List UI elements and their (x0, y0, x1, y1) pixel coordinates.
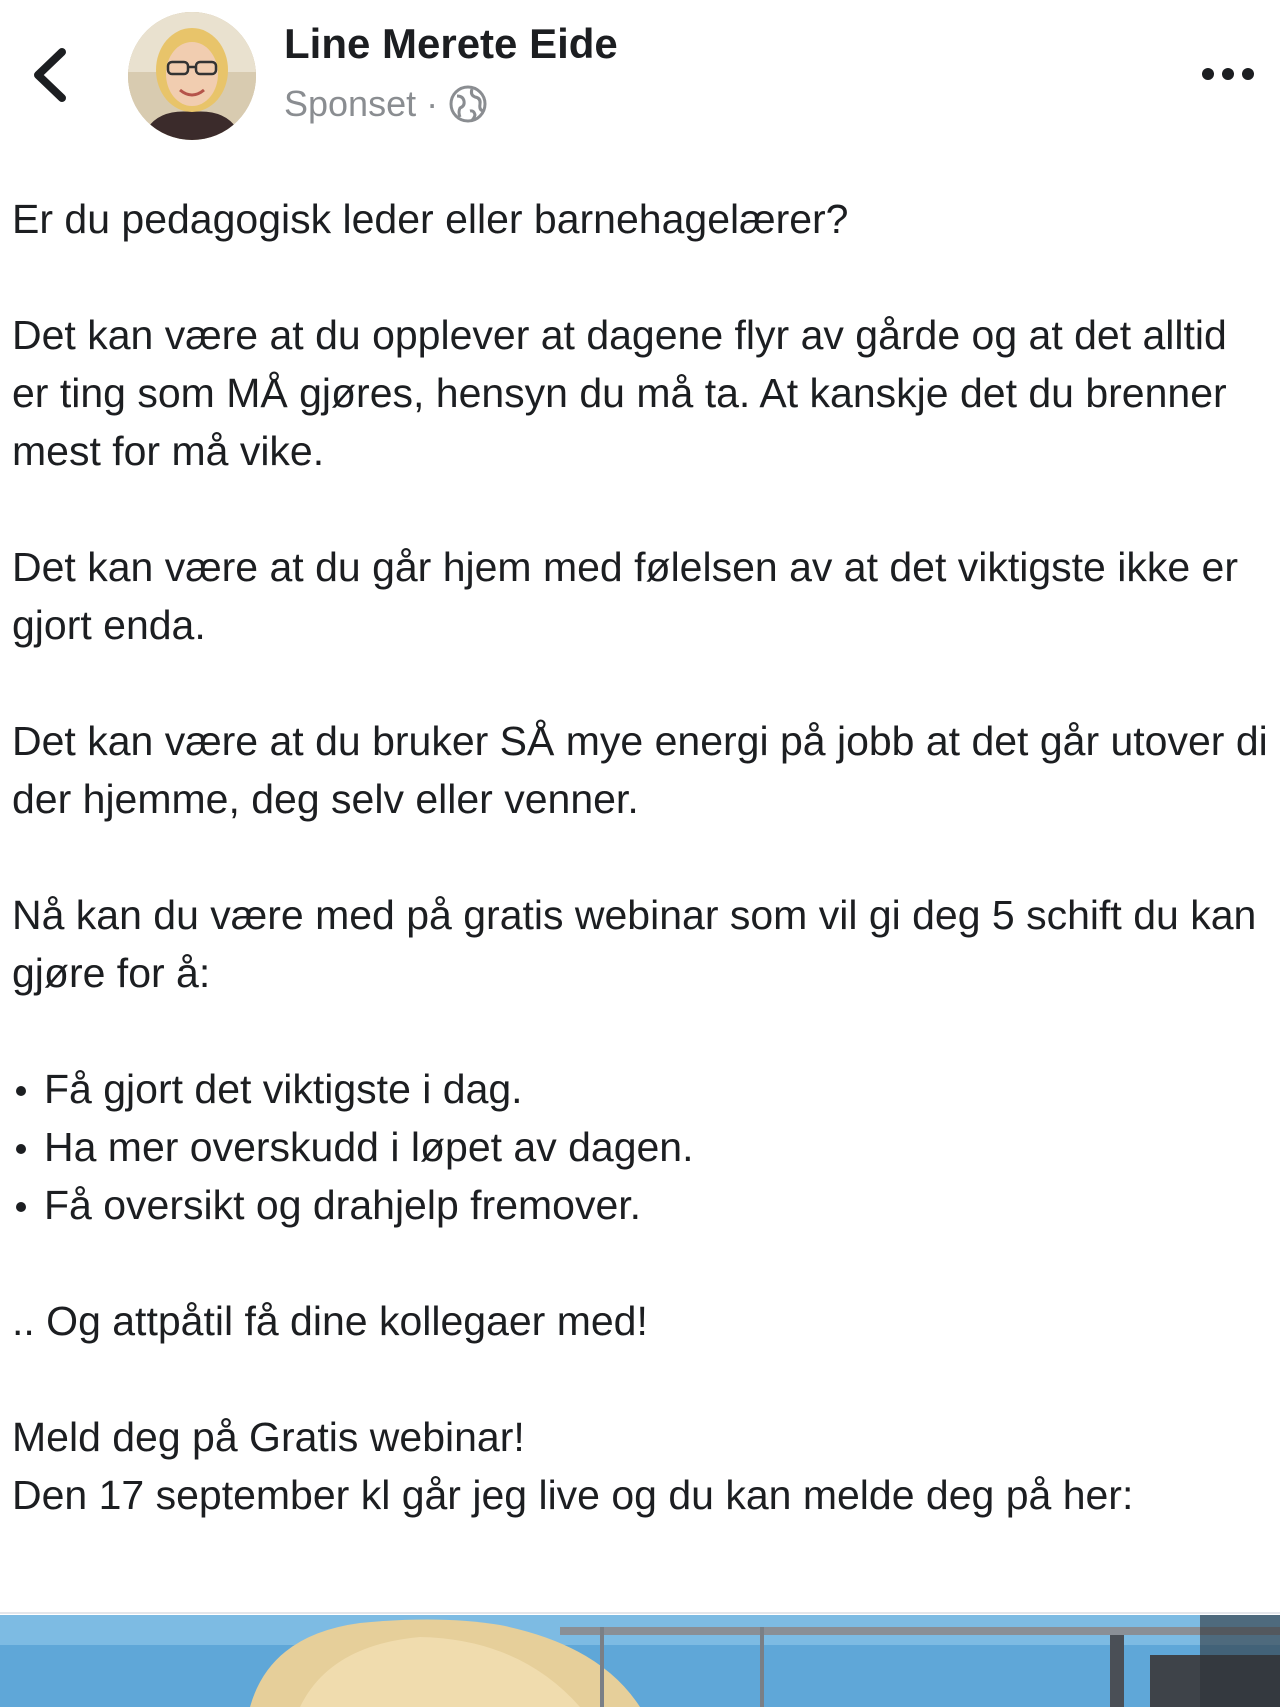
post-text (12, 190, 1274, 1524)
post-paragraph: Det kan være at du bruker SÅ mye energi på jobb at det går utover di der hjemme, deg selv eller venner. (12, 718, 1268, 822)
post-header (0, 0, 1280, 150)
list-item: Ha mer overskudd i løpet av dagen. (12, 1118, 1274, 1176)
list-item: Få gjort det viktigste i dag. (12, 1060, 1274, 1118)
meta-separator: · (426, 83, 439, 124)
more-options-button[interactable] (1196, 56, 1260, 92)
cta-heading: Meld deg på Gratis webinar! (12, 1414, 525, 1460)
globe-icon[interactable] (448, 84, 488, 124)
author-name[interactable]: Line Merete Eide (284, 20, 618, 67)
post-paragraph: Nå kan du være med på gratis webinar som vil gi deg 5 schift du kan gjøre for å: (12, 892, 1257, 996)
post-meta (284, 82, 488, 126)
post-paragraph: Er du pedagogisk leder eller barnehagelærer? (12, 196, 849, 242)
cta-text: Den 17 september kl går jeg live og du kan melde deg på her: (12, 1472, 1134, 1518)
post-paragraph: Det kan være at du opplever at dagene flyr av gårde og at det alltid er ting som MÅ gjøres, hensyn du må ta. At kanskje det du brenner mest for må vike. (12, 312, 1227, 474)
back-button[interactable] (22, 42, 78, 108)
sponsored-label[interactable]: Sponset (284, 83, 417, 124)
more-horizontal-icon (1196, 56, 1260, 92)
closing-line: .. Og attpåtil få dine kollegaer med! (12, 1298, 648, 1344)
chevron-left-icon (22, 42, 78, 108)
post-paragraph: Det kan være at du går hjem med følelsen av at det viktigste ikke er gjort enda. (12, 544, 1238, 648)
bullet-list (12, 1060, 1274, 1234)
avatar[interactable] (128, 12, 256, 140)
list-item: Få oversikt og drahjelp fremover. (12, 1176, 1274, 1234)
divider (0, 1612, 1280, 1614)
post-image[interactable] (0, 1615, 1280, 1707)
